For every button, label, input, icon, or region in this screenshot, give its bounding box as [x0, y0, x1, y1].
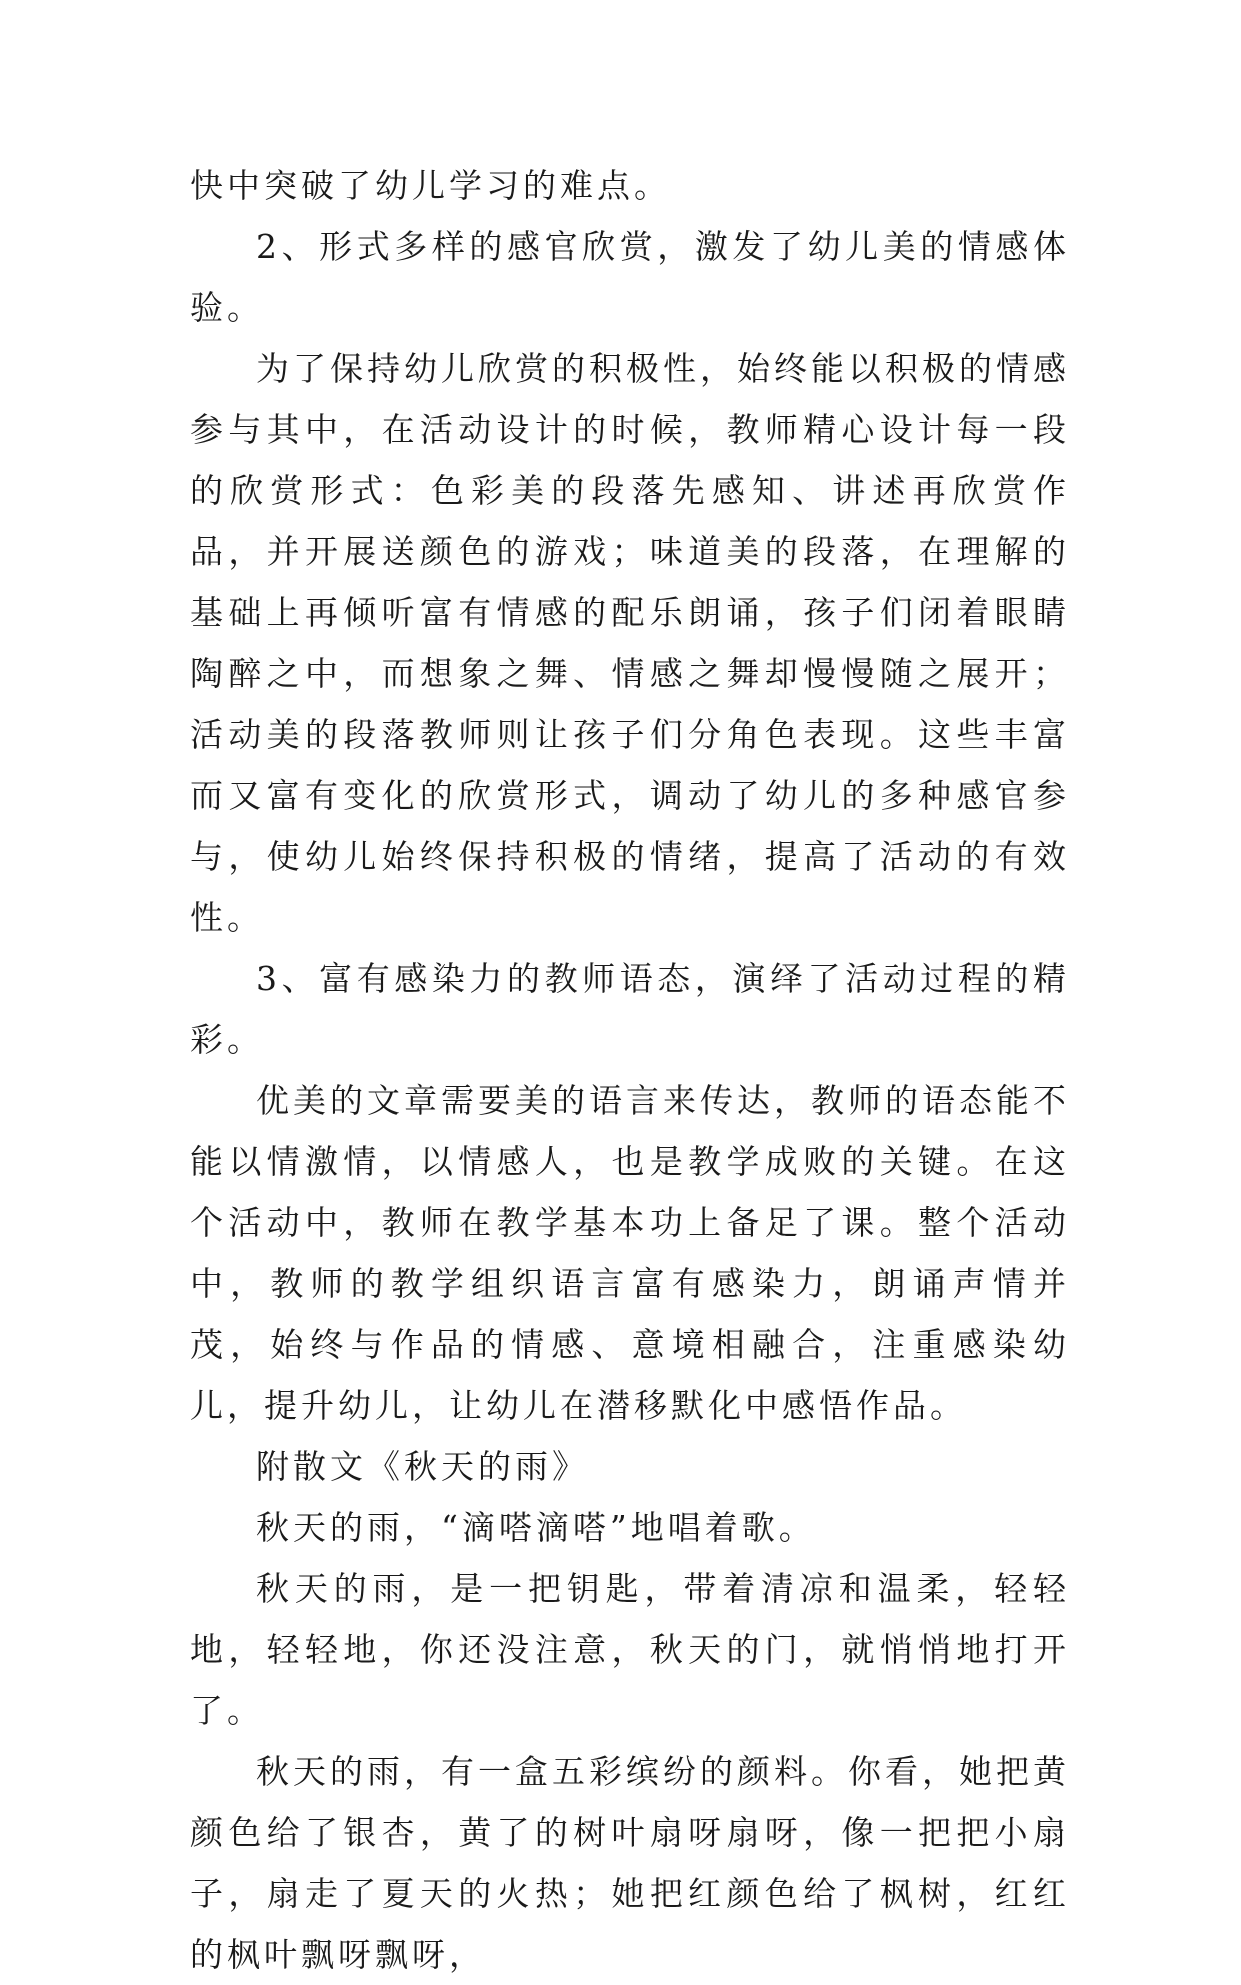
document-body	[190, 155, 1070, 1985]
poem-paragraph-2: 秋天的雨，是一把钥匙，带着清凉和温柔，轻轻地，轻轻地，你还没注意，秋天的门，就悄悄地打开了。	[190, 1569, 1070, 1730]
section-heading-3: 3、富有感染力的教师语态，演绎了活动过程的精彩。	[190, 959, 1070, 1059]
appendix-title: 附散文《秋天的雨》	[256, 1447, 589, 1486]
paragraph-teacher-language: 优美的文章需要美的语言来传达，教师的语态能不能以情激情，以情感人，也是教学成败的关键。在这个活动中，教师在教学基本功上备足了课。整个活动中，教师的教学组织语言富有感染力，朗诵声情并茂，始终与作品的情感、意境相融合，注重感染幼儿，提升幼儿，让幼儿在潜移默化中感悟作品。	[190, 1081, 1070, 1425]
section-heading-2: 2、形式多样的感官欣赏，激发了幼儿美的情感体验。	[190, 227, 1070, 327]
paragraph-appreciation-forms: 为了保持幼儿欣赏的积极性，始终能以积极的情感参与其中，在活动设计的时候，教师精心设计每一段的欣赏形式：色彩美的段落先感知、讲述再欣赏作品，并开展送颜色的游戏；味道美的段落，在理解的基础上再倾听富有情感的配乐朗诵，孩子们闭着眼睛陶醉之中，而想象之舞、情感之舞却慢慢随之展开；活动美的段落教师则让孩子们分角色表现。这些丰富而又富有变化的欣赏形式，调动了幼儿的多种感官参与，使幼儿始终保持积极的情绪，提高了活动的有效性。	[190, 349, 1070, 937]
poem-paragraph-1: 秋天的雨，“滴嗒滴嗒”地唱着歌。	[256, 1508, 816, 1547]
paragraph-continuation: 快中突破了幼儿学习的难点。	[190, 166, 671, 205]
poem-paragraph-3: 秋天的雨，有一盒五彩缤纷的颜料。你看，她把黄颜色给了银杏，黄了的树叶扇呀扇呀，像一把把小扇子，扇走了夏天的火热；她把红颜色给了枫树，红红的枫叶飘呀飘呀，	[190, 1752, 1070, 1974]
